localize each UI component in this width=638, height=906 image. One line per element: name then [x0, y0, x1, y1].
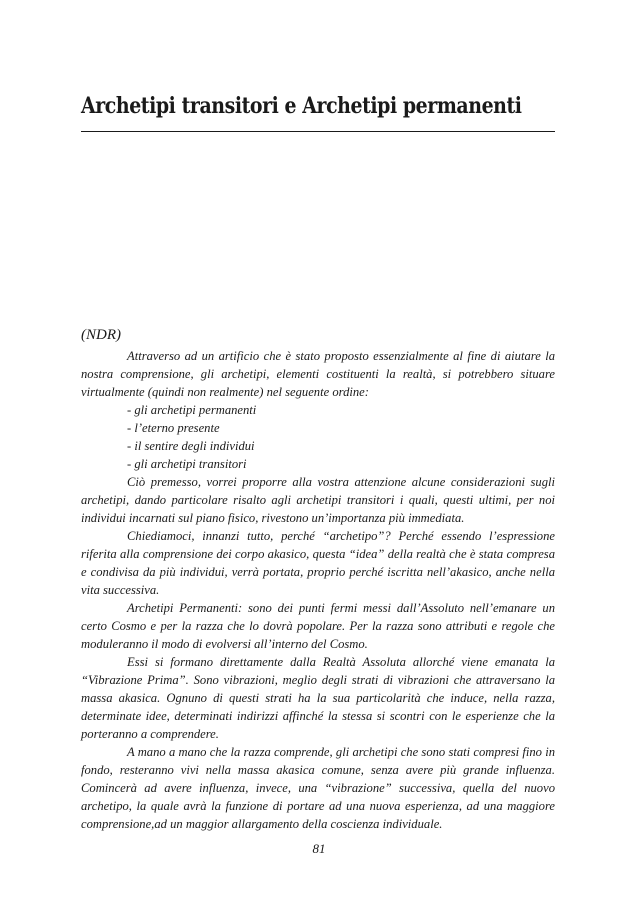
paragraph: A mano a mano che la razza comprende, gli archetipi che sono stati compresi fino in fondo, resteranno vivi nella massa akasica comune, senza avere più grande influenza. Comincerà ad avere influenza, invece, una “vibrazione” successiva, quella del nuovo archetipo, la quale avrà la funzione di portare ad una nuova esperienza, ad una maggiore comprensione,ad un maggior allargamento della coscienza individuale. — [81, 745, 555, 831]
paragraph: Ciò premesso, vorrei proporre alla vostra attenzione alcune considerazioni sugli archetipi, dando particolare risalto agli archetipi transitori i quali, questi ultimi, per noi individui incarnati sul piano fisico, rivestono un’importanza più immediata. — [81, 475, 555, 525]
list-item: - gli archetipi permanenti — [127, 403, 257, 417]
intro-paragraph: Attraverso ad un artificio che è stato proposto essenzialmente al fine di aiutare la nostra comprensione, gli archetipi, elementi costituenti la realtà, si potrebbero situare virtualmente (quindi non realmente) nel seguente ordine: — [81, 349, 555, 399]
list-item: - il sentire degli individui — [127, 439, 255, 453]
ndr-label: (NDR) — [81, 327, 121, 343]
list-item: - l’eterno presente — [127, 421, 220, 435]
title-underline — [81, 131, 555, 132]
list-item: - gli archetipi transitori — [127, 457, 247, 471]
paragraph: Chiediamoci, innanzi tutto, perché “archetipo”? Perché essendo l’espressione riferita alla comprensione dei corpo akasico, questa “idea” della realtà che è stata compresa e condivisa da più individui, verrà portata, proprio perché iscritta nell’akasico, anche nella vita successiva. — [81, 529, 555, 597]
paragraph: Archetipi Permanenti: sono dei punti fermi messi dall’Assoluto nell’emanare un certo Cosmo e per la razza che lo dovrà popolare. Per la razza sono attributi e regole che moduleranno il modo di evolversi all’interno del Cosmo. — [81, 601, 555, 651]
paragraph: Essi si formano direttamente dalla Realtà Assoluta allorché viene emanata la “Vibrazione Prima”. Sono vibrazioni, meglio degli strati di vibrazioni che attraversano la massa akasica. Ognuno di questi strati ha la sua particolarità che induce, nella razza, determinate idee, determinati indirizzi affinché la stessa si scontri con le esperienze che la porteranno a comprendere. — [81, 655, 555, 741]
archetype-order-list — [81, 401, 555, 473]
chapter-title: Archetipi transitori e Archetipi permanenti — [81, 93, 522, 119]
body-text — [81, 324, 555, 833]
page-number: 81 — [312, 841, 326, 856]
